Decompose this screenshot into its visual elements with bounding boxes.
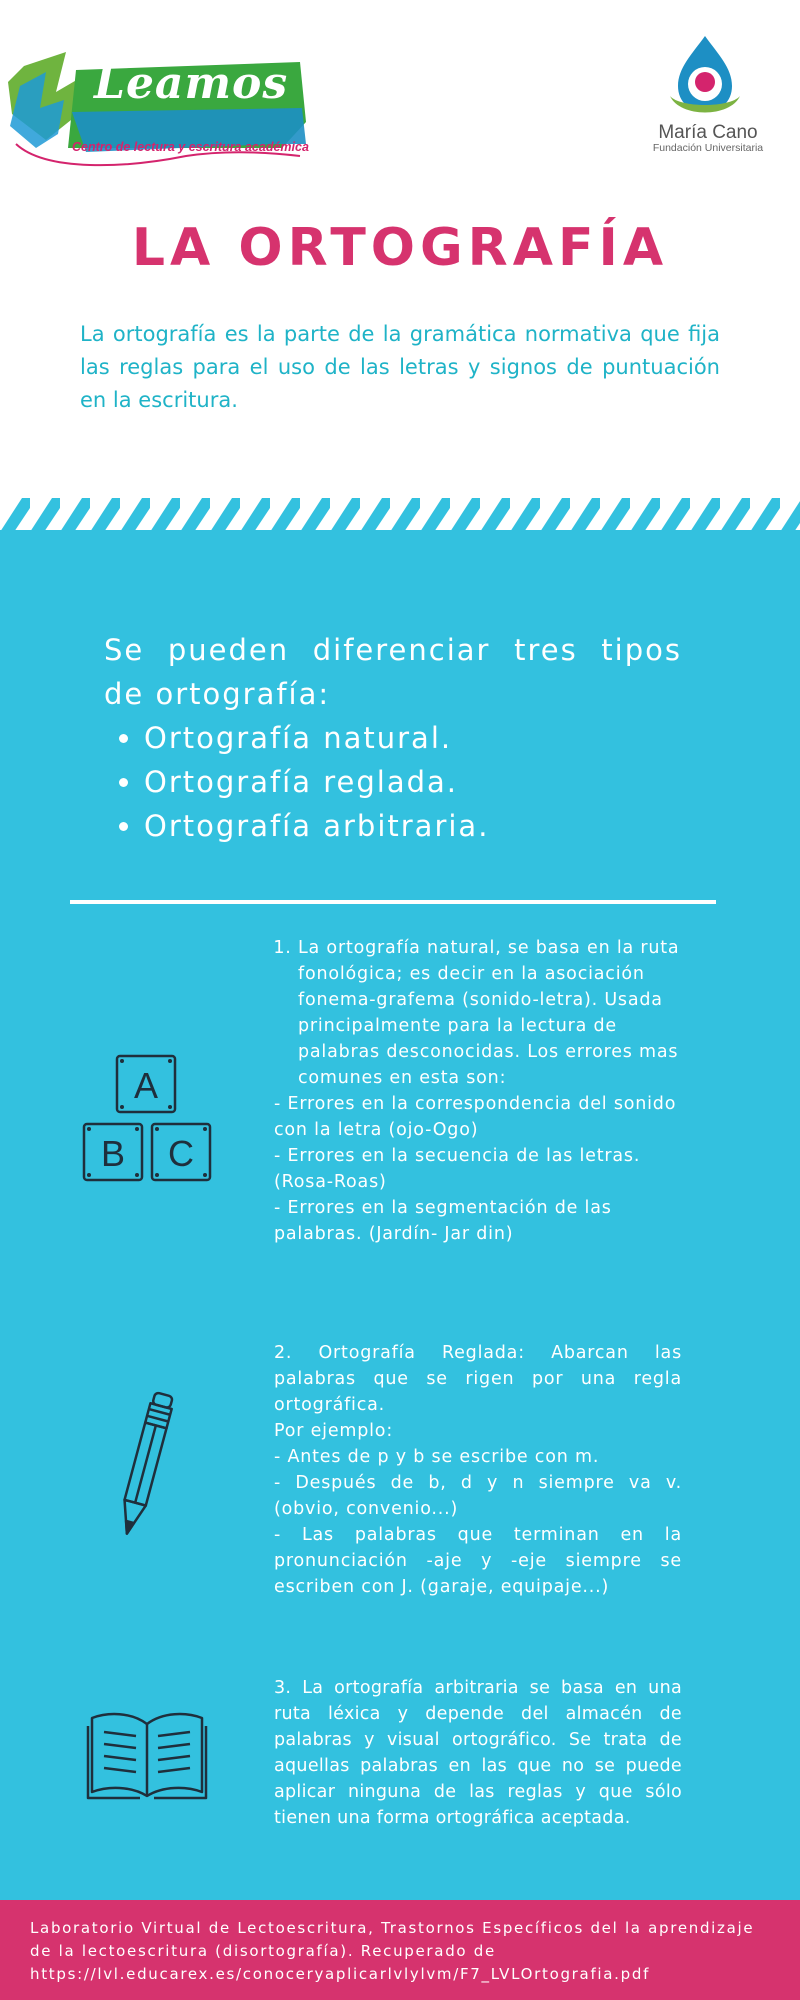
leamos-logo (6, 52, 309, 167)
type-item-natural: • Ortografía natural. (144, 716, 682, 760)
types-list (104, 716, 682, 848)
natural-list (274, 935, 682, 1091)
natural-error-1: - Errores en la correspondencia del sonido con la letra (ojo-Ogo) (274, 1094, 677, 1140)
section-natural (274, 935, 682, 1247)
section-divider (70, 900, 716, 904)
open-book-icon (86, 1706, 208, 1800)
section-arbitraria (274, 1675, 682, 1831)
reglada-rule-2: - Después de b, d y n siempre va v. (obvio, convenio...) (274, 1473, 682, 1519)
types-intro: Se pueden diferenciar tres tipos de ortografía: (104, 633, 682, 711)
arbitraria-text: 3. La ortografía arbitraria se basa en una ruta léxica y depende del almacén de palabras y visual ortográfico. Se trata de aquellas palabras en las que no se puede aplicar ninguna de las reglas y que sólo tienen una forma ortográfica aceptada. (274, 1678, 682, 1828)
reglada-rule-1: - Antes de p y b se escribe con m. (274, 1447, 600, 1467)
type-item-reglada: • Ortografía reglada. (144, 760, 682, 804)
maria-cano-emblem-icon (640, 34, 770, 124)
footer (0, 1900, 800, 2000)
maria-cano-name: María Cano (658, 122, 758, 143)
section-reglada (274, 1340, 682, 1600)
leamos-wordmark: Leamos (94, 58, 289, 109)
type-item-arbitraria: • Ortografía arbitraria. (144, 804, 682, 848)
footer-reference: Laboratorio Virtual de Lectoescritura, Trastornos Específicos del la aprendizaje de la lectoescritura (disortografía). Recuperado de https://lvl.educarex.es/conoceryaplicarlvlylvm/F7_LVLOrtografia.pdf (30, 1919, 755, 1983)
intro-paragraph: La ortografía es la parte de la gramática normativa que fija las reglas para el uso de las letras y signos de puntuación en la escritura. (80, 322, 720, 412)
stripe-divider (0, 498, 800, 532)
pencil-icon (112, 1388, 178, 1544)
types-list-block (104, 628, 682, 848)
maria-cano-logo (640, 34, 770, 159)
reglada-example-label: Por ejemplo: (274, 1421, 394, 1441)
natural-error-2: - Errores en la secuencia de las letras. (Rosa-Roas) (274, 1146, 641, 1192)
block-letter-a: A (133, 1065, 159, 1106)
block-letter-b: B (100, 1133, 126, 1174)
maria-cano-subtitle: Fundación Universitaria (652, 142, 764, 154)
reglada-rule-3: - Las palabras que terminan en la pronunciación -aje y -eje siempre se escriben con J. (garaje, equipaje...) (274, 1525, 682, 1597)
block-letter-c: C (168, 1133, 194, 1174)
reglada-heading: 2. Ortografía Reglada: Abarcan las palabras que se rigen por una regla ortográfica. (274, 1343, 682, 1415)
page-title: LA ORTOGRAFÍA (131, 218, 669, 278)
leamos-subtitle: Centro de lectura y escritura académica (72, 140, 309, 154)
abc-blocks-icon (80, 1052, 216, 1184)
header (0, 0, 800, 500)
natural-description: 1. La ortografía natural, se basa en la ruta fonológica; es decir en la asociación fonema-grafema (sonido-letra). Usada principalmente para la lectura de palabras desconocidas. Los errores mas comunes en esta son: (298, 935, 682, 1091)
natural-error-3: - Errores en la segmentación de las palabras. (Jardín- Jar din) (274, 1198, 612, 1244)
